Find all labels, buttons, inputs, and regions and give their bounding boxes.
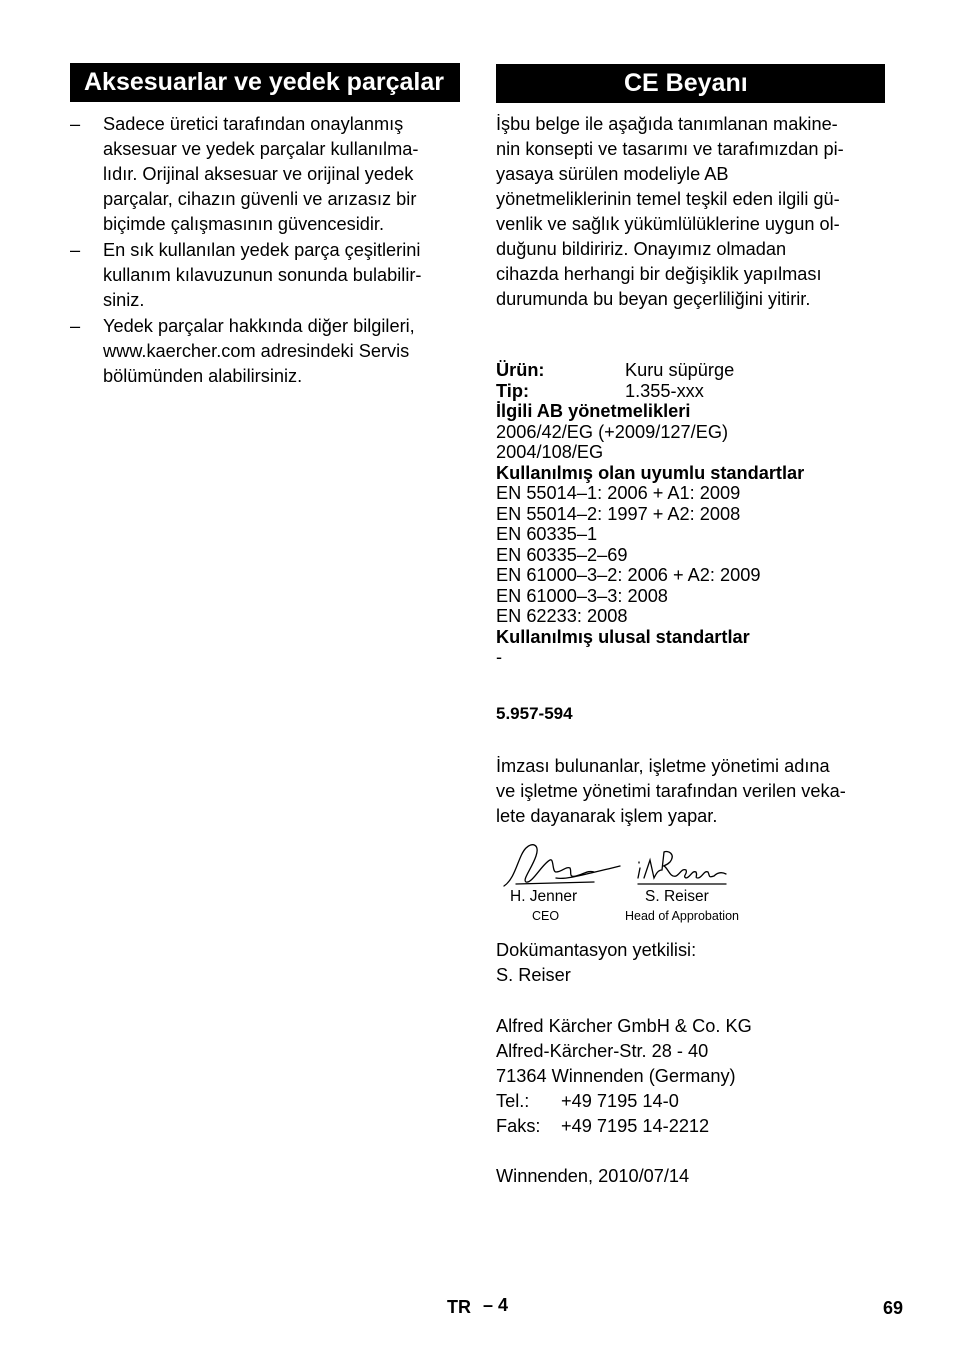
intro-line: nin konsepti ve tasarımı ve tarafımızdan pi- [496, 139, 844, 159]
list-line: kullanım kılavuzunun sonunda bulabilir- [103, 265, 422, 285]
list-dash: – [70, 240, 81, 260]
harmonized-standards-label: Kullanılmış olan uyumlu standartlar [496, 462, 805, 483]
tel-row [496, 1089, 896, 1114]
doc-officer-name: S. Reiser [496, 965, 571, 985]
standard-item: EN 61000–3–2: 2006 + A2: 2009 [496, 565, 761, 585]
list-line: Yedek parçalar hakkında diğer bilgileri, [103, 316, 415, 336]
signatories-line: ve işletme yönetimi tarafından verilen veka- [496, 781, 846, 801]
list-line: bölümünden alabilirsiniz. [103, 366, 303, 386]
intro-line: yasaya sürülen modeliyle AB [496, 164, 729, 184]
company-street: Alfred-Kärcher-Str. 28 - 40 [496, 1041, 709, 1061]
place-date: Winnenden, 2010/07/14 [496, 1166, 690, 1186]
list-line: www.kaercher.com adresindeki Servis [103, 341, 410, 361]
signature-block [496, 838, 776, 928]
company-city: 71364 Winnenden (Germany) [496, 1066, 736, 1086]
fax-row [496, 1114, 896, 1139]
standard-item: EN 62233: 2008 [496, 606, 628, 626]
signature-reiser-image [634, 848, 734, 888]
standard-item: EN 60335–1 [496, 524, 598, 544]
list-line: siniz. [103, 290, 145, 310]
standard-item: EN 55014–2: 1997 + A2: 2008 [496, 503, 741, 524]
standard-item: EN 60335–2–69 [496, 544, 628, 565]
national-standards-value: - [496, 647, 503, 667]
document-number: 5.957-594 [496, 704, 573, 723]
type-value: 1.355-xxx [625, 380, 704, 401]
intro-line: durumunda bu beyan geçerliliğini yitirir. [496, 289, 811, 309]
list-dash: – [70, 114, 81, 134]
intro-line: venlik ve sağlık yükümlülüklerine uygun ol- [496, 214, 840, 234]
footer-language: TR [447, 1297, 471, 1317]
tel-value: +49 7195 14-0 [561, 1091, 679, 1111]
list-item [70, 112, 462, 237]
footer-page-number: 69 [883, 1298, 904, 1318]
product-row [496, 360, 896, 381]
list-line: Sadece üretici tarafından onaylanmış [103, 114, 404, 134]
intro-line: duğunu bildiririz. Onayımız olmadan [496, 239, 787, 259]
list-line: lıdır. Orijinal aksesuar ve orijinal yedek [103, 164, 414, 184]
product-label: Ürün: [496, 360, 545, 380]
directives-label: İlgili AB yönetmelikleri [496, 401, 691, 421]
standard-item: EN 55014–1: 2006 + A1: 2009 [496, 483, 741, 503]
accessories-list [70, 112, 462, 390]
list-line: En sık kullanılan yedek parça çeşitlerini [103, 240, 421, 260]
ce-declaration-heading: CE Beyanı [496, 64, 885, 103]
tel-label: Tel.: [496, 1091, 530, 1111]
product-value: Kuru süpürge [625, 360, 735, 380]
signatories-line: lete dayanarak işlem yapar. [496, 806, 718, 826]
company-name: Alfred Kärcher GmbH & Co. KG [496, 1016, 752, 1036]
intro-line: İşbu belge ile aşağıda tanımlanan makine- [496, 114, 838, 134]
intro-paragraph [496, 112, 888, 312]
intro-line: cihazda herhangi bir değişiklik yapılması [496, 264, 822, 284]
accessories-heading: Aksesuarlar ve yedek parçalar [70, 63, 460, 102]
directive-item: 2004/108/EG [496, 442, 604, 462]
company-address [496, 1014, 896, 1139]
signatories-line: İmzası bulunanlar, işletme yönetimi adına [496, 756, 830, 776]
list-dash: – [70, 316, 81, 336]
list-item [70, 314, 462, 389]
signatories-paragraph [496, 754, 888, 829]
documentation-officer [496, 938, 896, 988]
product-specs [496, 360, 896, 668]
fax-value: +49 7195 14-2212 [561, 1116, 710, 1136]
national-standards-label: Kullanılmış ulusal standartlar [496, 626, 750, 647]
fax-label: Faks: [496, 1116, 541, 1136]
directive-item: 2006/42/EG (+2009/127/EG) [496, 421, 729, 442]
type-label: Tip: [496, 380, 530, 401]
list-line: biçimde çalışmasının güvencesidir. [103, 214, 385, 234]
footer-section-page: – 4 [483, 1295, 509, 1315]
list-line: parçalar, cihazın güvenli ve arızasız bir [103, 189, 417, 209]
signature1-name: H. Jenner [510, 888, 578, 905]
intro-line: yönetmeliklerinin temel teşkil eden ilgili gü- [496, 189, 840, 209]
list-line: aksesuar ve yedek parçalar kullanılma- [103, 139, 419, 159]
signature1-title: CEO [532, 909, 560, 923]
type-row [496, 381, 896, 402]
signature2-title: Head of Approbation [625, 909, 739, 923]
doc-officer-label: Dokümantasyon yetkilisi: [496, 940, 697, 960]
list-item [70, 238, 462, 313]
standard-item: EN 61000–3–3: 2008 [496, 585, 668, 606]
signature2-name: S. Reiser [645, 888, 709, 905]
